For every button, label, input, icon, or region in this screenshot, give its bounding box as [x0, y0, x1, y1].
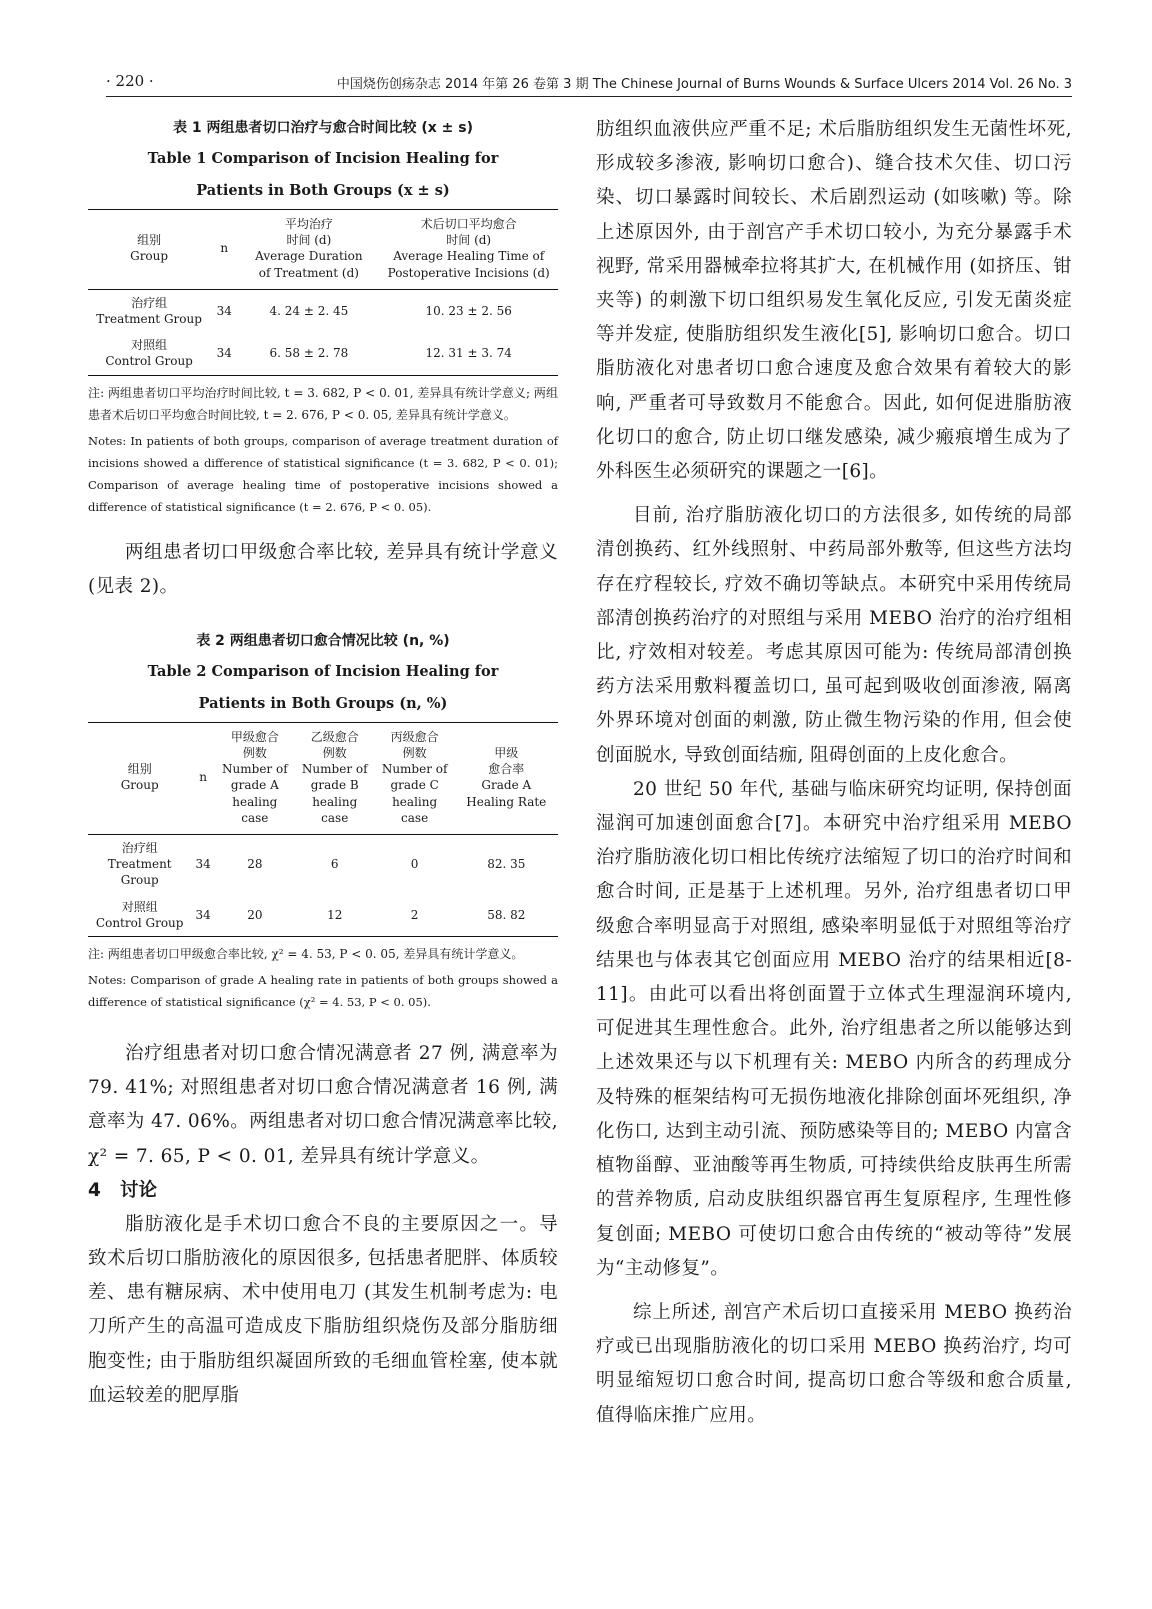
- table2-cell-n: 34: [195, 857, 211, 872]
- table1-caption-zh: 表 1 两组患者切口治疗与愈合时间比较 (x ± s): [172, 120, 473, 136]
- paragraph-discussion-1-part-1: 脂肪液化是手术切口愈合不良的主要原因之一。导致术后切口脂肪液化的原因很多, 包括患者肥胖、体质较差、患有糖尿病、术中使用电刀 (其发生机制考虑为: 电刀所产生的高温可造成皮下脂肪组织烧伤及部分脂肪细胞变性; 由于脂肪组织凝固所致的毛细血管栓塞, 使本就血运较差的肥厚脂: [88, 1213, 558, 1406]
- table-row: [88, 894, 558, 937]
- table2-header-n: n: [191, 722, 215, 834]
- section-number: 4: [88, 1179, 101, 1201]
- paragraph-discussion-1-part-2: 肪组织血液供应严重不足; 术后脂肪组织发生无菌性坏死, 形成较多渗液, 影响切口愈合)、缝合技术欠佳、切口污染、切口暴露时间较长、术后剧烈运动 (如咳嗽) 等。除上述原因外, 由于剖宫产手术切口较小, 为充分暴露手术视野, 常采用器械牵拉将其扩大, 在机械作用 (如挤压、钳夹等) 的刺激下切口组织易发生氧化反应, 引发无菌炎症等并发症, 使脂肪组织发生液化[5], 影响切口愈合。切口脂肪液化对患者切口愈合速度及愈合效果有着较大的影响, 严重者可导致数月不能愈合。因此, 如何促进脂肪液化切口的愈合, 防止切口继发感染, 减少瘢痕增生成为了外科医生必须研究的课题之一[6]。: [596, 119, 1072, 483]
- table2-cell-rate: 82. 35: [487, 857, 526, 872]
- table2-header-grade-a: 甲级愈合 例数 Number of grade A healing case: [215, 722, 295, 834]
- table2-header-rate: 甲级 愈合率 Grade A Healing Rate: [455, 722, 558, 834]
- table1-cell-healing: 10. 23 ± 2. 56: [425, 303, 512, 318]
- right-column: [596, 113, 1072, 1433]
- table2-cell-grade-a: 28: [247, 857, 263, 872]
- table-row: [88, 835, 558, 894]
- table1-cell-duration: 4. 24 ± 2. 45: [269, 303, 349, 318]
- table2-cell-grade-c: 2: [410, 907, 419, 922]
- table2-header-grade-b: 乙级愈合 例数 Number of grade B healing case: [295, 722, 375, 834]
- table1-note-zh: 注: 两组患者切口平均治疗时间比较, t = 3. 682, P < 0. 01, 差异具有统计学意义; 两组患者术后切口平均愈合时间比较, t = 2. 676, P < 0. 05, 差异具有统计学意义。: [88, 385, 558, 422]
- left-column: [88, 113, 558, 1413]
- table1-cell-group: 治疗组 Treatment Group: [96, 295, 202, 326]
- table1-caption-en-2: Patients in Both Groups (x ± s): [196, 182, 450, 199]
- table2-cell-grade-c: 0: [410, 857, 419, 872]
- table1-cell-duration: 6. 58 ± 2. 78: [269, 346, 349, 361]
- table2-caption-zh: 表 2 两组患者切口愈合情况比较 (n, %): [196, 632, 450, 649]
- table-row: [88, 332, 558, 375]
- table2-cell-grade-b: 12: [327, 907, 343, 922]
- table1-header-duration: 平均治疗 时间 (d) Average Duration of Treatment (d): [238, 210, 379, 290]
- table1-header-n: n: [210, 210, 238, 290]
- table1-header-group: 组别 Group: [88, 210, 210, 290]
- table2: [88, 722, 558, 937]
- paragraph-discussion-3: 20 世纪 50 年代, 基础与临床研究均证明, 保持创面湿润可加速创面愈合[7]。本研究中治疗组采用 MEBO 治疗脂肪液化切口相比传统疗法缩短了切口的治疗时间和愈合时间, 正是基于上述机理。另外, 治疗组患者切口甲级愈合率明显高于对照组, 感染率明显低于对照组等治疗结果也与体表其它创面应用 MEBO 治疗的结果相近[8-11]。由此可以看出将创面置于立体式生理湿润环境内, 可促进其生理性愈合。此外, 治疗组患者之所以能够达到上述效果还与以下机理有关: MEBO 内所含的药理成分及特殊的框架结构可无损伤地液化排除创面坏死组织, 净化伤口, 达到主动引流、预防感染等目的; MEBO 内富含植物甾醇、亚油酸等再生物质, 可持续供给皮肤再生所需的营养物质, 启动皮肤组织器官再生复原程序, 生理性修复创面; MEBO 可使切口愈合由传统的“被动等待”发展为“主动修复”。: [596, 778, 1072, 1279]
- paragraph-satisfaction: 治疗组患者对切口愈合情况满意者 27 例, 满意率为 79. 41%; 对照组患者对切口愈合情况满意者 16 例, 满意率为 47. 06%。两组患者对切口愈合情况满意率比较, χ² = 7. 65, P < 0. 01, 差异具有统计学意义。: [88, 1042, 558, 1167]
- table2-caption-en-1: Table 2 Comparison of Incision Healing for: [147, 662, 499, 680]
- table2-cell-group: 对照组 Control Group: [95, 899, 184, 930]
- table1-caption-en-1: Table 1 Comparison of Incision Healing for: [147, 150, 499, 167]
- table-row: [88, 289, 558, 332]
- table2-cell-rate: 58. 82: [487, 907, 526, 922]
- table2-note-en: Notes: Comparison of grade A healing rate in patients of both groups showed a difference of statistical significance (χ² = 4. 53, P < 0. 05).: [88, 972, 558, 1009]
- table2-cell-grade-a: 20: [247, 907, 263, 922]
- journal-title: 中国烧伤创疡杂志 2014 年第 26 卷第 3 期 The Chinese Journal of Burns Wounds & Surface Ulcers 2014 Vol. 26 No. 3: [336, 77, 1072, 92]
- running-header: [106, 62, 1072, 97]
- table2-cell-group: 治疗组 Treatment Group: [107, 841, 172, 888]
- table1-header-healing: 术后切口平均愈合 时间 (d) Average Healing Time of Postoperative Incisions (d): [379, 210, 558, 290]
- table1: [88, 209, 558, 376]
- paragraph-conclusion: 综上所述, 剖宫产术后切口直接采用 MEBO 换药治疗或已出现脂肪液化的切口采用 MEBO 换药治疗, 均可明显缩短切口愈合时间, 提高切口愈合等级和愈合质量, 值得临床推广应用。: [596, 1301, 1072, 1426]
- table1-cell-healing: 12. 31 ± 3. 74: [425, 346, 512, 361]
- paragraph-table2-ref: 两组患者切口甲级愈合率比较, 差异具有统计学意义 (见表 2)。: [88, 541, 558, 597]
- table2-cell-grade-b: 6: [330, 857, 339, 872]
- section-heading-discussion: [88, 1174, 558, 1208]
- page-number: · 220 ·: [106, 72, 154, 90]
- paragraph-discussion-2: 目前, 治疗脂肪液化切口的方法很多, 如传统的局部清创换药、红外线照射、中药局部外敷等, 但这些方法均存在疗程较长, 疗效不确切等缺点。本研究中采用传统局部清创换药治疗的对照组与采用 MEBO 治疗的治疗组相比, 疗效相对较差。考虑其原因可能为: 传统局部清创换药方法采用敷料覆盖切口, 虽可起到吸收创面渗液, 隔离外界环境对创面的刺激, 防止微生物污染的作用, 但会使创面脱水, 导致创面结痂, 阻碍创面的上皮化愈合。: [596, 505, 1072, 766]
- table2-caption-en-2: Patients in Both Groups (n, %): [198, 694, 448, 712]
- table1-cell-group: 对照组 Control Group: [105, 338, 193, 369]
- table1-note-en: Notes: In patients of both groups, comparison of average treatment duration of incisions showed a difference of statistical significance (t = 3. 682, P < 0. 01); Comparison of average healing time of postoperative incisions showed a difference of statistical significance (t = 2. 676, P < 0. 05).: [88, 433, 558, 514]
- table2-header-group: 组别 Group: [88, 722, 191, 834]
- table2-note-zh: 注: 两组患者切口甲级愈合率比较, χ² = 4. 53, P < 0. 05, 差异具有统计学意义。: [88, 946, 524, 961]
- table1-cell-n: 34: [216, 303, 232, 318]
- table2-header-grade-c: 丙级愈合 例数 Number of grade C healing case: [375, 722, 455, 834]
- table1-cell-n: 34: [216, 346, 232, 361]
- section-title: 讨论: [120, 1179, 158, 1201]
- table2-cell-n: 34: [195, 907, 211, 922]
